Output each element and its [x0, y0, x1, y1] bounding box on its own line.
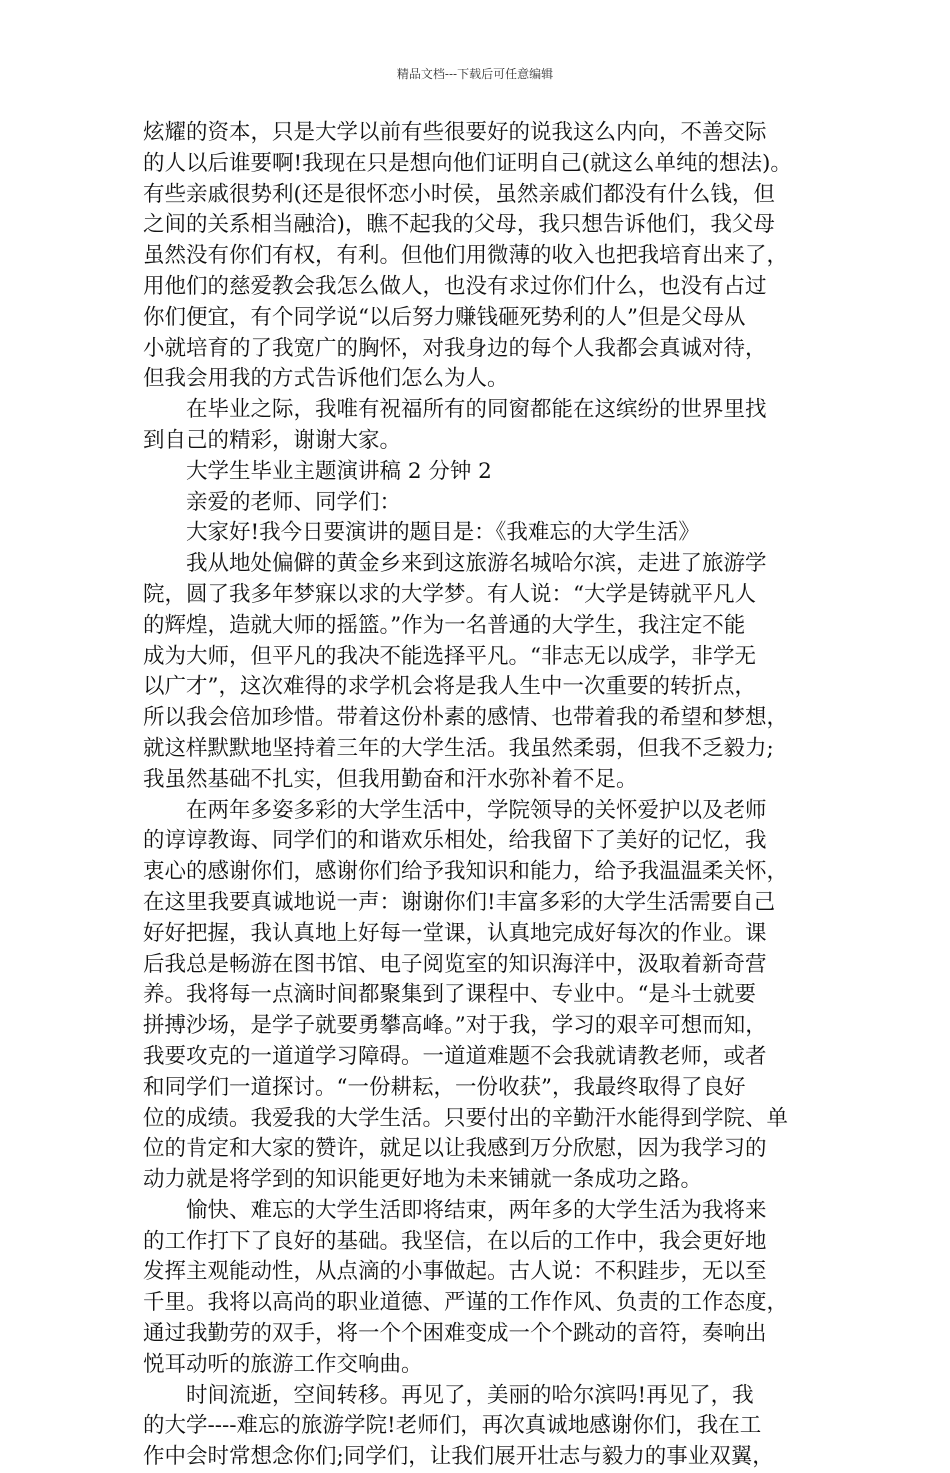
text-line: 好好把握，我认真地上好每一堂课，认真地完成好每次的作业。课: [143, 920, 767, 946]
text-line: 以广才”，这次难得的求学机会将是我人生中一次重要的转折点，: [143, 674, 756, 700]
text-line: 衷心的感谢你们，感谢你们给予我知识和能力，给予我温温柔关怀，: [143, 859, 789, 885]
text-line: 我从地处偏僻的黄金乡来到这旅游名城哈尔滨，走进了旅游学: [186, 551, 767, 577]
text-line: 之间的关系相当融洽)，瞧不起我的父母，我只想告诉他们，我父母: [143, 212, 775, 238]
document-body: [143, 118, 807, 1473]
text-line: 在毕业之际，我唯有祝福所有的同窗都能在这缤纷的世界里找: [186, 397, 767, 423]
text-line: 我要攻克的一道道学习障碍。一道道难题不会我就请教老师，或者: [143, 1043, 767, 1069]
text-line: 养。我将每一点滴时间都聚集到了课程中、专业中。“是斗士就要: [143, 982, 756, 1008]
text-line: 在这里我要真诚地说一声：谢谢你们!丰富多彩的大学生活需要自己: [143, 889, 776, 915]
text-line: 在两年多姿多彩的大学生活中，学院领导的关怀爱护以及老师: [186, 797, 767, 823]
text-line: 拼搏沙场，是学子就要勇攀高峰。”对于我，学习的艰辛可想而知，: [143, 1013, 767, 1039]
text-line: 你们便宜，有个同学说“以后努力赚钱砸死势利的人”但是父母从: [143, 304, 746, 330]
text-line: 有些亲戚很势利(还是很怀恋小时侯，虽然亲戚们都没有什么钱，但: [143, 181, 775, 207]
paragraph: [143, 518, 807, 549]
paragraph: [143, 118, 807, 395]
text-line: 通过我勤劳的双手，将一个个困难变成一个个跳动的音符，奏响出: [143, 1321, 767, 1347]
text-line: 大家好!我今日要演讲的题目是：《我难忘的大学生活》: [186, 520, 700, 546]
paragraph: [143, 796, 807, 1196]
text-line: 悦耳动听的旅游工作交响曲。: [143, 1351, 423, 1377]
text-line: 虽然没有你们有权，有利。但他们用微薄的收入也把我培育出来了，: [143, 243, 789, 269]
paragraph: [143, 1196, 807, 1381]
text-line: 位的成绩。我爱我的大学生活。只要付出的辛勤汗水能得到学院、单: [143, 1105, 789, 1131]
text-line: 院，圆了我多年梦寐以求的大学梦。有人说：“大学是铸就平凡人: [143, 581, 756, 607]
text-line: 用他们的慈爱教会我怎么做人，也没有求过你们什么，也没有占过: [143, 273, 767, 299]
text-line: 到自己的精彩，谢谢大家。: [143, 427, 402, 453]
text-line: 炫耀的资本，只是大学以前有些很要好的说我这么内向，不善交际: [143, 120, 767, 145]
text-line: 发挥主观能动性，从点滴的小事做起。古人说：不积跬步，无以至: [143, 1259, 767, 1285]
text-line: 小就培育的了我宽广的胸怀，对我身边的每个人我都会真诚对待，: [143, 335, 767, 361]
text-line: 愉快、难忘的大学生活即将结束，两年多的大学生活为我将来: [186, 1197, 767, 1223]
text-line: 时间流逝，空间转移。再见了，美丽的哈尔滨吗!再见了，我: [186, 1382, 754, 1408]
text-line: 就这样默默地坚持着三年的大学生活。我虽然柔弱，但我不乏毅力;: [143, 735, 774, 761]
paragraph: [143, 395, 807, 457]
text-line: 位的肯定和大家的赞许，就足以让我感到万分欣慰，因为我学习的: [143, 1136, 767, 1162]
text-line: 但我会用我的方式告诉他们怎么为人。: [143, 366, 509, 392]
text-line: 的谆谆教诲、同学们的和谐欢乐相处，给我留下了美好的记忆，我: [143, 828, 767, 854]
text-line: 后我总是畅游在图书馆、电子阅览室的知识海洋中，汲取着新奇营: [143, 951, 767, 977]
paragraph: [143, 457, 807, 488]
text-line: 的人以后谁要啊!我现在只是想向他们证明自己(就这么单纯的想法)。: [143, 150, 792, 176]
text-line: 的辉煌，造就大师的摇篮。”作为一名普通的大学生，我注定不能: [143, 612, 746, 638]
text-line: 动力就是将学到的知识能更好地为未来铺就一条成功之路。: [143, 1167, 703, 1193]
text-line: 千里。我将以高尚的职业道德、严谨的工作作风、负责的工作态度，: [143, 1290, 789, 1316]
text-line: 亲爱的老师、同学们：: [186, 489, 402, 515]
paragraph: [143, 488, 807, 519]
paragraph: [143, 1381, 807, 1473]
text-line: 大学生毕业主题演讲稿 2 分钟 2: [186, 458, 492, 484]
text-line: 所以我会倍加珍惜。带着这份朴素的感情、也带着我的希望和梦想，: [143, 705, 789, 731]
paragraph: [143, 549, 807, 795]
text-line: 成为大师，但平凡的我决不能选择平凡。“非志无以成学，非学无: [143, 643, 756, 669]
text-line: 的大学----难忘的旅游学院!老师们，再次真诚地感谢你们，我在工: [143, 1413, 762, 1439]
text-line: 和同学们一道探讨。“一份耕耘，一份收获”，我最终取得了良好: [143, 1074, 746, 1100]
text-line: 作中会时常想念你们;同学们，让我们展开壮志与毅力的事业双翼，: [143, 1444, 774, 1470]
text-line: 的工作打下了良好的基础。我坚信，在以后的工作中，我会更好地: [143, 1228, 767, 1254]
text-line: 我虽然基础不扎实，但我用勤奋和汗水弥补着不足。: [143, 766, 638, 792]
page-header: 精品文档---下载后可任意编辑: [396, 67, 554, 81]
